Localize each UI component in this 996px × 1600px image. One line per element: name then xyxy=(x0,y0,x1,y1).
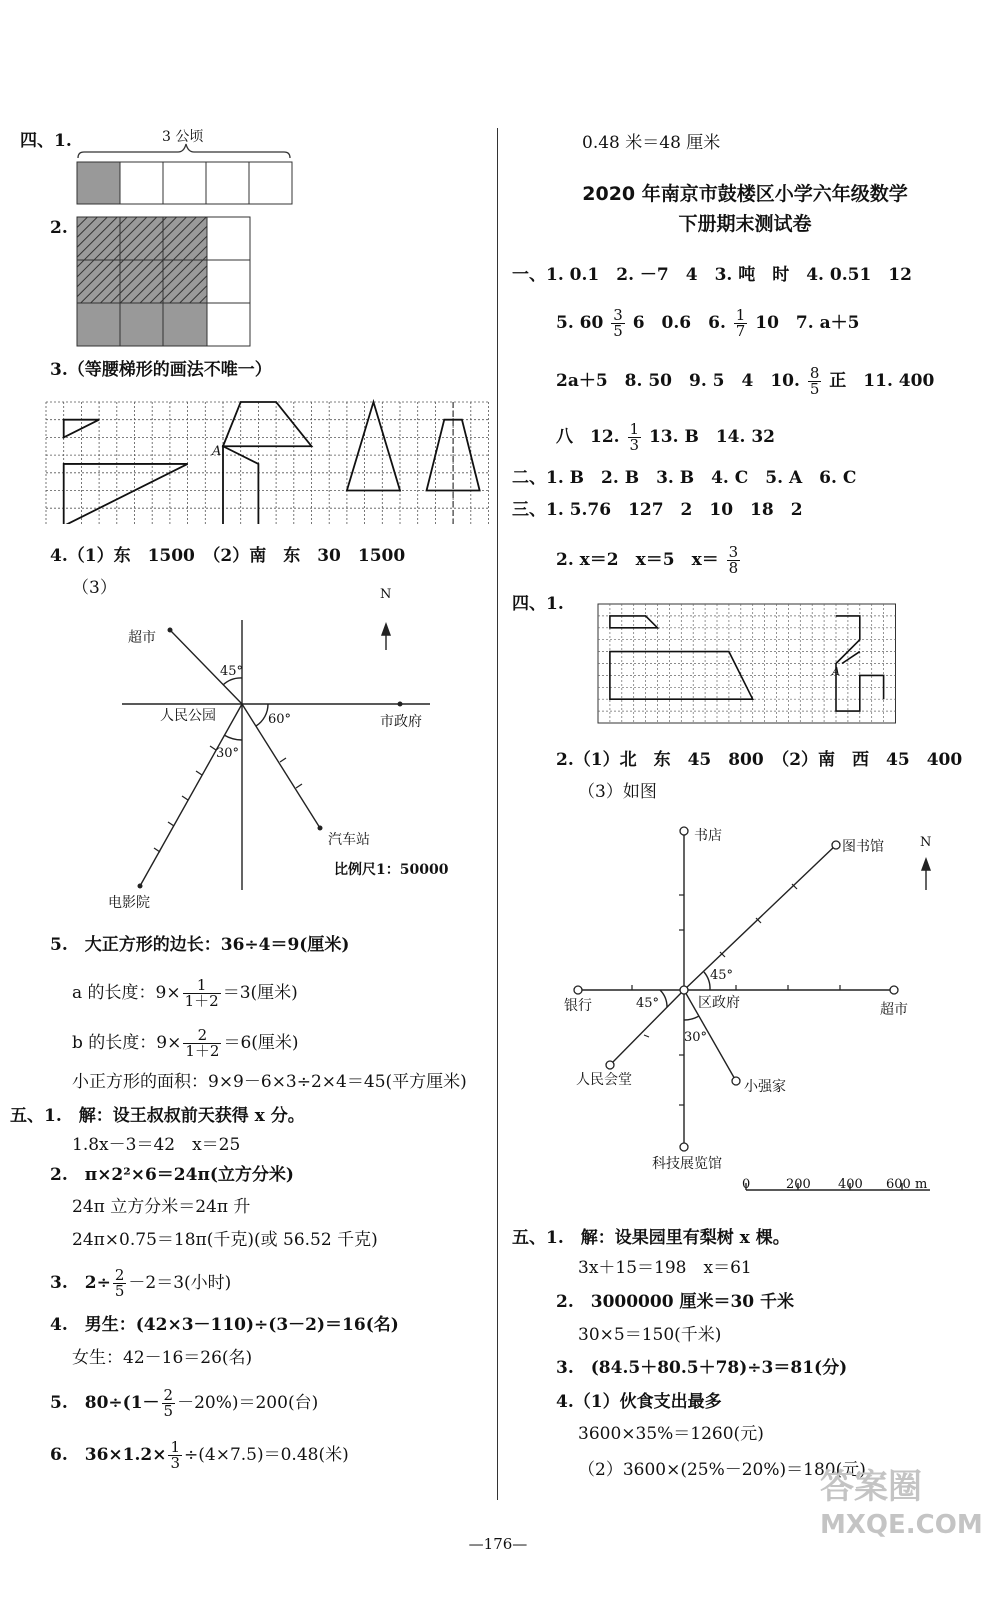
watermark-line1: 答案圈 xyxy=(820,1467,922,1507)
q5-line1: 5. 大正方形的边长：36÷4＝9(厘米) xyxy=(50,935,350,955)
sec5-q3: 3. 2÷ $\frac{2}{5}$ －2＝3(小时) xyxy=(50,1266,232,1300)
column-divider xyxy=(497,128,498,1500)
answers-section2: 二、1. B 2. B 3. B 4. C 5. A 6. C xyxy=(512,468,857,488)
home-label: 小强家 xyxy=(744,1079,786,1095)
point-a-label: A xyxy=(212,444,222,459)
scale-tick-600: 600 m xyxy=(886,1177,928,1192)
q4-part3: （3） xyxy=(72,578,117,598)
q5-line4: 小正方形的面积：9×9－6×3÷2×4＝45(平方厘米) xyxy=(72,1072,467,1092)
page-number: —176— xyxy=(468,1535,528,1553)
answers-row1: 一、1. 0.1 2. －7 4 3. 吨 时 4. 0.51 12 xyxy=(512,265,912,285)
top-line: 0.48 米＝48 厘米 xyxy=(582,133,721,153)
supermarket-label-2: 超市 xyxy=(880,1002,908,1018)
scale-tick-0: 0 xyxy=(742,1177,751,1192)
museum-label: 科技展览馆 xyxy=(652,1156,722,1172)
q5-b-line: b 的长度：9× $\frac{2}{1+2}$ ＝6(厘米) xyxy=(72,1026,299,1060)
trapezoid-grid xyxy=(44,398,490,524)
angle-45a-label: 45° xyxy=(710,968,734,983)
bank-label: 银行 xyxy=(564,998,592,1014)
sec5-q2-l1: 2. π×2²×6＝24π(立方分米) xyxy=(50,1165,294,1185)
q4-answer-line: 4.（1）东 1500 （2）南 东 30 1500 xyxy=(50,546,406,566)
bookstore-label: 书店 xyxy=(694,828,722,844)
grid-shading-diagram xyxy=(72,212,252,348)
angle-30-label: 30° xyxy=(216,746,240,761)
park-label: 人民公园 xyxy=(160,708,216,724)
scale-tick-200: 200 xyxy=(786,1177,811,1192)
angle-45-label: 45° xyxy=(220,664,244,679)
section-4-label: 四、1. xyxy=(20,131,72,151)
sec5r-q4-l3: （2）3600×(25%－20%)＝180(元) xyxy=(578,1460,866,1480)
hectare-label: 3 公顷 xyxy=(162,129,204,145)
north-label-2: N xyxy=(920,835,932,850)
bus-station-label: 汽车站 xyxy=(328,832,370,848)
angle-60-label: 60° xyxy=(268,712,292,727)
sec5-q2-l3: 24π×0.75＝18π(千克)(或 56.52 千克) xyxy=(72,1230,378,1250)
q3-text: 3.（等腰梯形的画法不唯一） xyxy=(50,360,272,380)
sec5r-q2-l2: 30×5＝150(千米) xyxy=(578,1325,722,1345)
watermark xyxy=(820,1468,983,1544)
library-label: 图书馆 xyxy=(842,839,884,855)
sec5-q2-l2: 24π 立方分米＝24π 升 xyxy=(72,1197,251,1217)
cinema-label: 电影院 xyxy=(108,895,150,911)
section4-label-right: 四、1. xyxy=(512,594,564,614)
sec5-q1: 五、1. 解：设王叔叔前天获得 x 分。 xyxy=(10,1106,305,1126)
hectare-bar-diagram xyxy=(70,140,300,210)
answers-section3: 三、1. 5.76 127 2 10 18 2 xyxy=(512,500,803,520)
point-a-label-right: A xyxy=(832,665,840,678)
district-gov-label: 区政府 xyxy=(698,995,740,1011)
hall-label: 人民会堂 xyxy=(576,1072,632,1088)
sec5-q5: 5. 80÷(1－ $\frac{2}{5}$ －20%)＝200(台) xyxy=(50,1386,319,1420)
watermark-line2: MXQE.COM xyxy=(820,1510,983,1540)
sec5-q1-eq: 1.8x－3＝42 x＝25 xyxy=(72,1135,241,1155)
answers-section3-q2: 2. x＝2 x＝5 x＝ $\frac{3}{8}$ xyxy=(556,543,739,577)
q2-label: 2. xyxy=(50,218,68,238)
section4-q2-part3: （3）如图 xyxy=(578,782,657,802)
q5-a-line: a 的长度：9× $\frac{1}{1+2}$ ＝3(厘米) xyxy=(72,976,298,1010)
sec5-q6: 6. 36×1.2× $\frac{1}{3}$ ÷(4×7.5)＝0.48(米) xyxy=(50,1438,349,1472)
north-label-1: N xyxy=(380,587,392,602)
angle-45b-label: 45° xyxy=(636,996,660,1011)
answers-row4: 八 12. $\frac{1}{3}$ 13. B 14. 32 xyxy=(556,420,775,454)
sec5r-q4-l2: 3600×35%＝1260(元) xyxy=(578,1424,764,1444)
section4-q2: 2.（1）北 东 45 800 （2）南 西 45 400 xyxy=(556,750,963,770)
answers-row2: 5. 60 $\frac{3}{5}$ 6 0.6 6. $\frac{1}{7}$ 10 7. a＋5 xyxy=(556,306,860,340)
sec5r-q1-eq: 3x＋15＝198 x＝61 xyxy=(578,1258,752,1278)
angle-30-label-2: 30° xyxy=(684,1030,708,1045)
sec5-q4-l2: 女生：42－16＝26(名) xyxy=(72,1348,253,1368)
sec5r-q4-l1: 4.（1）伙食支出最多 xyxy=(556,1392,722,1412)
sec5r-q2-l1: 2. 3000000 厘米＝30 千米 xyxy=(556,1292,795,1312)
city-hall-label: 市政府 xyxy=(380,714,422,730)
shape-grid-right xyxy=(596,602,902,724)
sec5-q4-l1: 4. 男生：(42×3－110)÷(3－2)＝16(名) xyxy=(50,1315,399,1335)
sec5r-q3: 3. (84.5＋80.5＋78)÷3＝81(分) xyxy=(556,1358,848,1378)
exam-title-line2: 下册期末测试卷 xyxy=(678,213,812,235)
sec5r-q1: 五、1. 解：设果园里有梨树 x 棵。 xyxy=(512,1228,790,1248)
exam-title-line1: 2020 年南京市鼓楼区小学六年级数学 xyxy=(582,183,908,205)
scale-tick-400: 400 xyxy=(838,1177,863,1192)
supermarket-label: 超市 xyxy=(128,630,156,646)
answers-row3: 2a＋5 8. 50 9. 5 4 10. $\frac{8}{5}$ 正 11. 400 xyxy=(556,364,935,398)
scale-label-1: 比例尺1：50000 xyxy=(334,862,449,878)
